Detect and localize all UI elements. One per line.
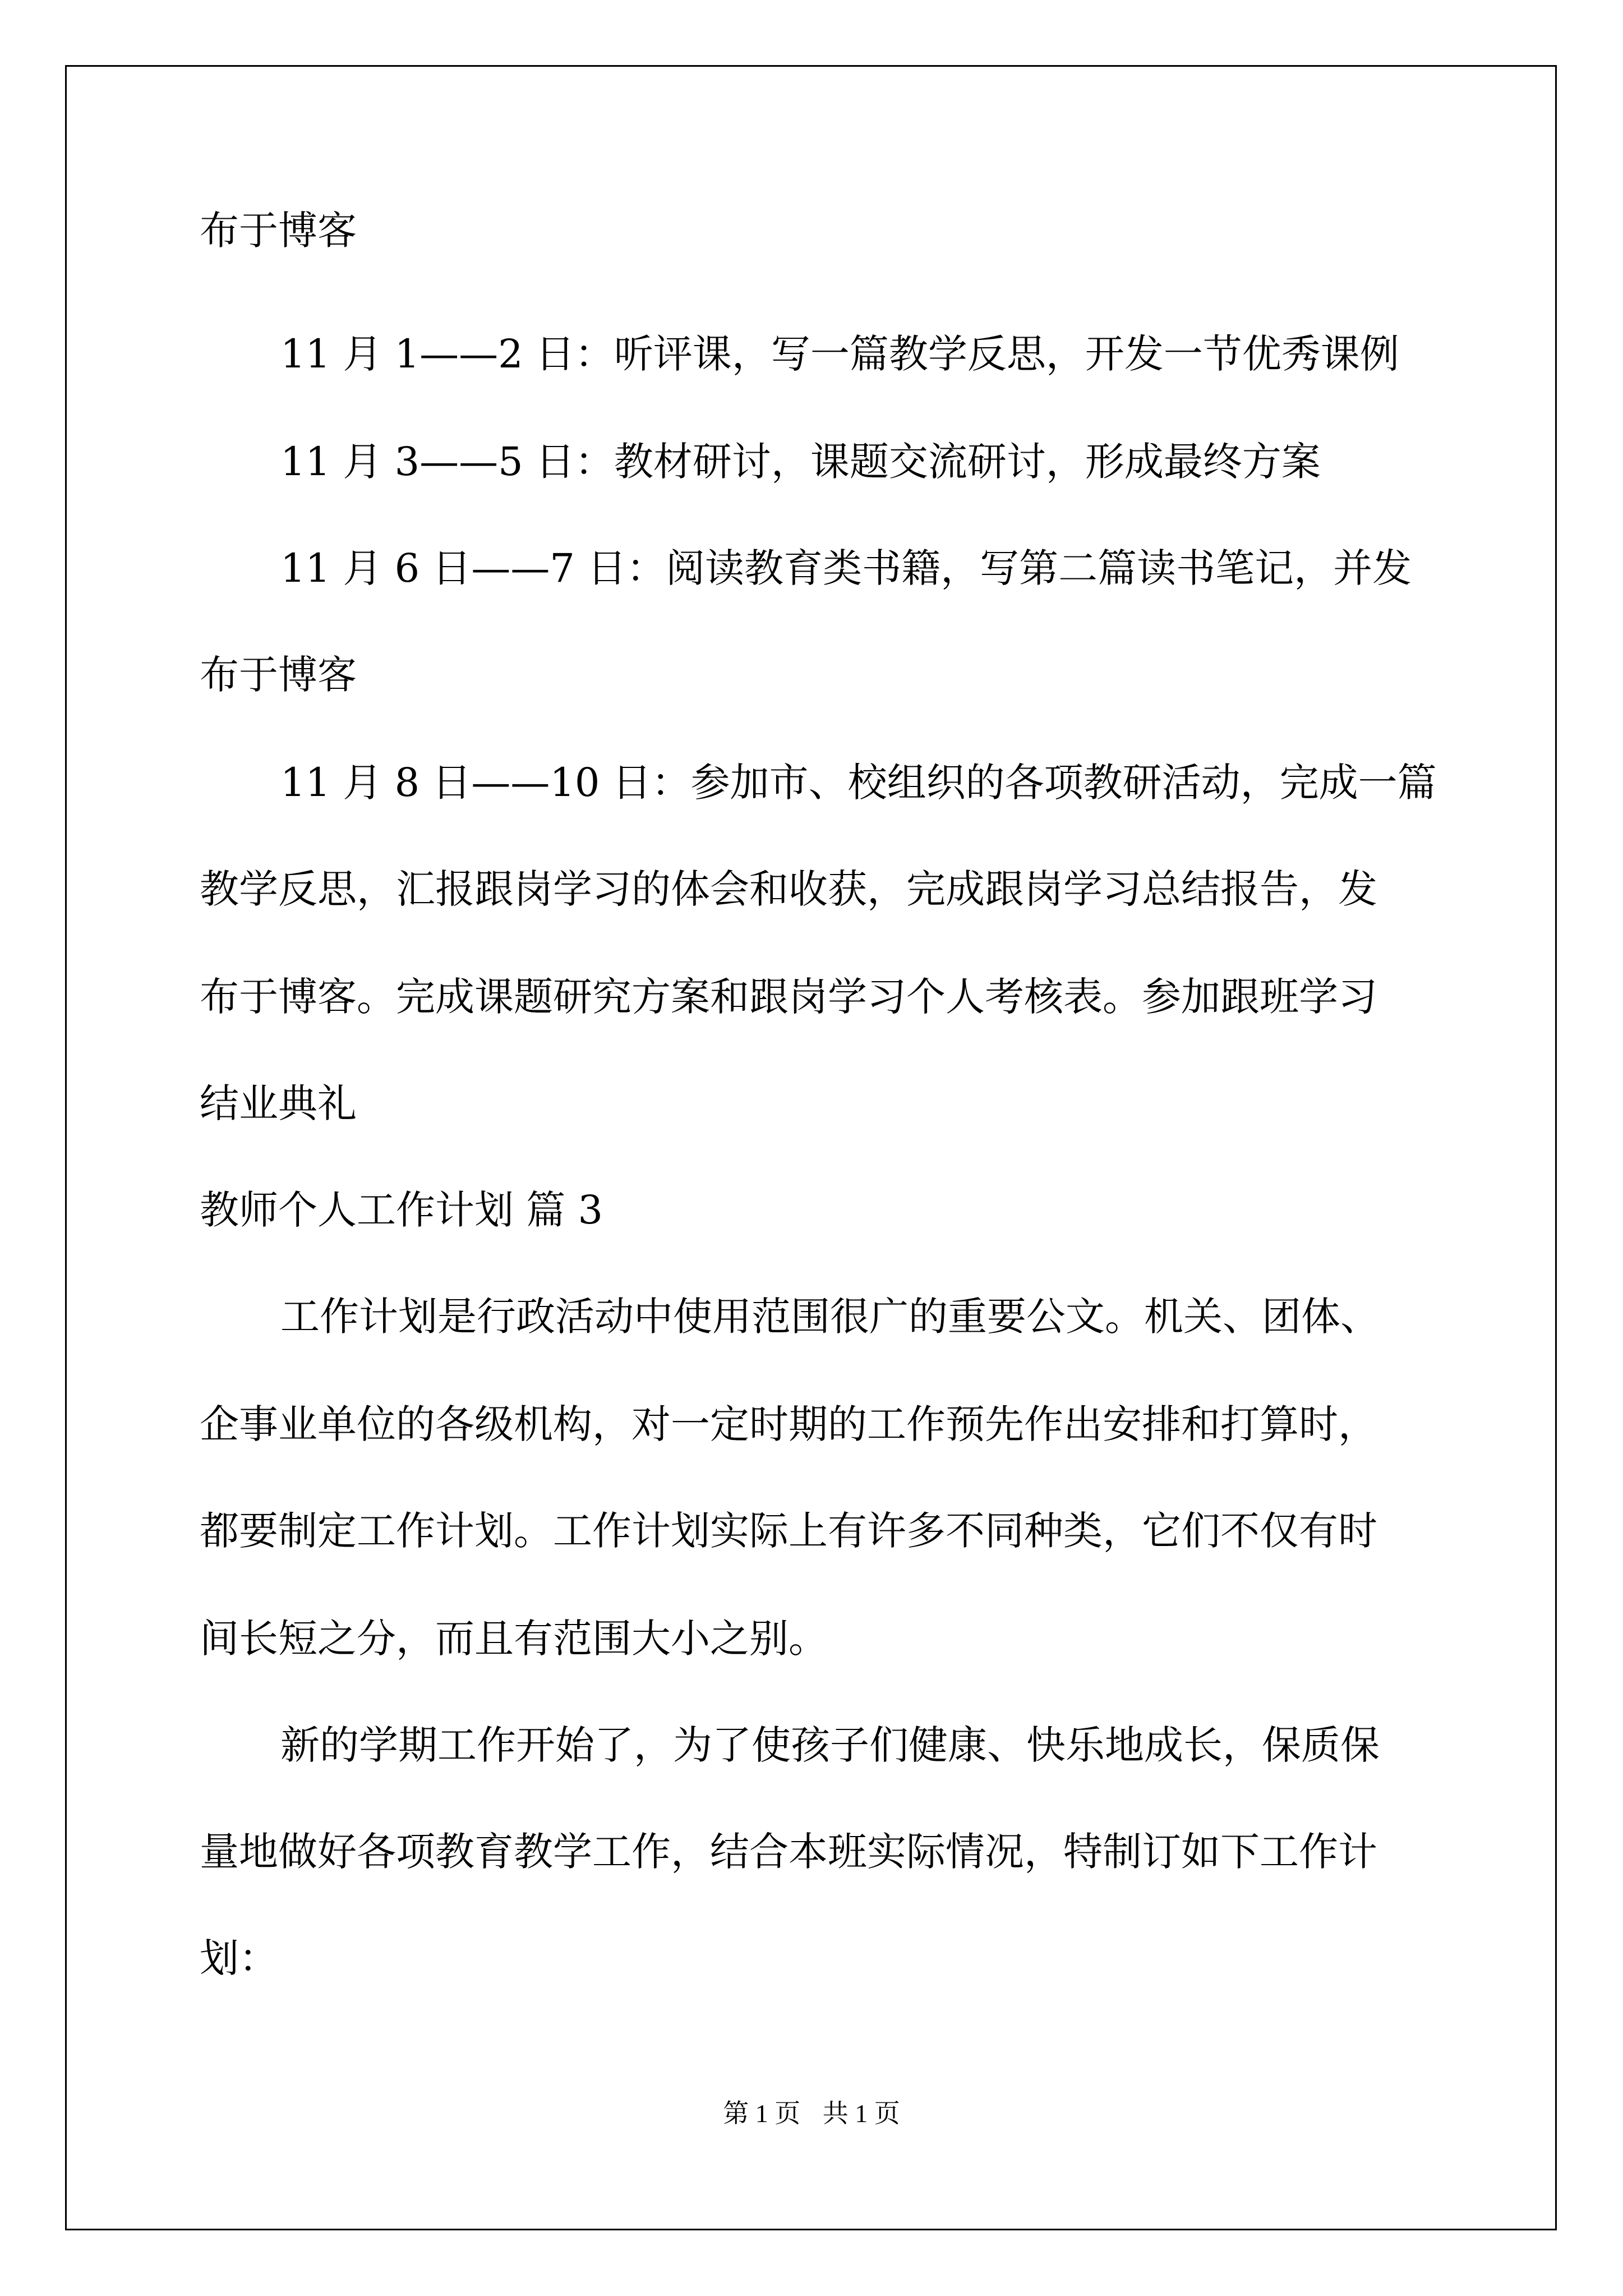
text-line: 布于博客: [200, 208, 357, 254]
page-footer: [0, 2097, 1623, 2131]
text-line: 量地做好各项教育教学工作，结合本班实际情况，特制订如下工作计: [200, 1829, 1377, 1875]
page-total: 共 1 页: [822, 2099, 900, 2128]
text-line: 教学反思，汇报跟岗学习的体会和收获，完成跟岗学习总结报告，发: [200, 866, 1377, 912]
text-line: 11 月 3——5 日：教材研讨，课题交流研讨，形成最终方案: [280, 439, 1321, 485]
text-line: 企事业单位的各级机构，对一定时期的工作预先作出安排和打算时，: [200, 1401, 1377, 1447]
page-number: 第 1 页: [723, 2099, 801, 2128]
text-line: 划：: [200, 1935, 278, 1981]
text-line: 新的学期工作开始了，为了使孩子们健康、快乐地成长，保质保: [280, 1722, 1380, 1768]
text-line: 11 月 8 日——10 日：参加市、校组织的各项教研活动，完成一篇: [280, 760, 1437, 806]
text-line: 11 月 1——2 日：听评课，写一篇教学反思，开发一节优秀课例: [280, 331, 1399, 377]
text-line: 结业典礼: [200, 1080, 357, 1126]
text-line: 间长短之分，而且有范围大小之别。: [200, 1616, 828, 1662]
text-line: 工作计划是行政活动中使用范围很广的重要公文。机关、团体、: [280, 1294, 1380, 1340]
section-heading: 教师个人工作计划 篇 3: [200, 1187, 603, 1233]
page-border: [65, 65, 1557, 2230]
text-line: 布于博客: [200, 652, 357, 698]
text-line: 都要制定工作计划。工作计划实际上有许多不同种类，它们不仅有时: [200, 1508, 1377, 1554]
text-line: 11 月 6 日——7 日：阅读教育类书籍，写第二篇读书笔记，并发: [280, 545, 1412, 591]
text-line: 布于博客。完成课题研究方案和跟岗学习个人考核表。参加跟班学习: [200, 974, 1377, 1020]
